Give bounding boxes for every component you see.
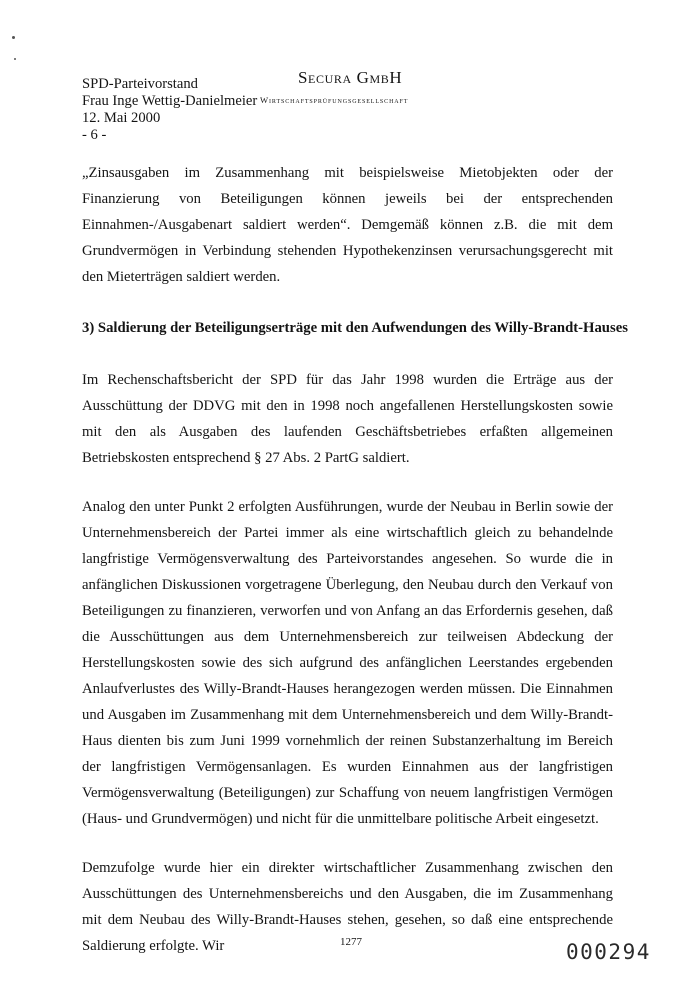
paragraph-quote: „Zinsausgaben im Zusammenhang mit beispielsweise Mietobjekten oder der Finanzierung von Beteiligungen können jeweils bei der entsprechenden Einnahmen-/Ausgabenart saldiert werden“. Demgemäß können z.B. die mit dem Grundvermögen in Verbindung stehenden Hypothekenzinsen verursachungsgerecht mit den Mieterträgen saldiert werden. [82, 165, 613, 285]
section-heading: 3) Saldierung der Beteiligungserträge mit den Aufwendungen des Willy-Brandt-Hauses [82, 320, 628, 336]
paragraph-analog: Analog den unter Punkt 2 erfolgten Ausführungen, wurde der Neubau in Berlin sowie der Unternehmensbereich der Partei immer als eine wirtschaftlich gleich zu behandelnde langfristige Vermögensverwaltung des Parteivorstandes angesehen. So wurde die in anfänglichen Diskussionen vorgetragene Überlegung, den Neubau durch den Verkauf von Beteiligungen zu finanzieren, verworfen und von Anfang an das Erfordernis gesehen, daß die Ausschüttungen aus dem Unternehmensbereich zur teilweisen Abdeckung der Herstellungskosten sowie des sich aufgrund des anfänglichen Leerstandes ergebenden Anlaufverlustes des Willy-Brandt-Hauses herangezogen werden müssen. Die Einnahmen und Ausgaben im Zusammenhang mit dem Unternehmensbereich und dem Willy-Brandt-Haus dienten bis zum Juni 1999 vornehmlich der reinen Substanzerhaltung im Bereich der langfristigen Vermögensanlagen. Es wurden Einnahmen aus der langfristigen Vermögensverwaltung (Beteiligungen) zur Schaffung von neuem langfristigen Vermögen (Haus- und Grundvermögen) und nicht für die unmittelbare politische Arbeit eingesetzt. [82, 499, 613, 827]
firm-subtitle: Wirtschaftsprüfungsgesellschaft [260, 95, 409, 105]
document-number-stamp: 000294 [566, 940, 651, 964]
recipient-block [82, 76, 257, 144]
recipient-name: Frau Inge Wettig-Danielmeier [82, 93, 258, 109]
paragraph-rechenschaftsbericht: Im Rechenschaftsbericht der SPD für das Jahr 1998 wurden die Erträge aus der Ausschüttung der DDVG mit den in 1998 noch angefallenen Herstellungskosten sowie mit den als Ausgaben des laufenden Geschäftsbetriebes erfaßten allgemeinen Betriebskosten entsprechend § 27 Abs. 2 PartG saldiert. [82, 372, 613, 466]
recipient-organization: SPD-Parteivorstand [82, 76, 198, 92]
page-indicator: - 6 - [82, 127, 107, 143]
letter-date: 12. Mai 2000 [82, 110, 161, 126]
scan-speck [12, 36, 15, 39]
scan-speck [14, 58, 16, 60]
page-number: 1277 [340, 936, 362, 948]
firm-name: Secura GmbH [298, 68, 403, 87]
paragraph-demzufolge: Demzufolge wurde hier ein direkter wirtschaftlicher Zusammenhang zwischen den Ausschüttungen des Unternehmensbereichs und den Ausgaben, die im Zusammenhang mit dem Neubau des Willy-Brandt-Hauses stehen, gesehen, so daß eine entsprechende Saldierung erfolgte. Wir [82, 860, 613, 954]
